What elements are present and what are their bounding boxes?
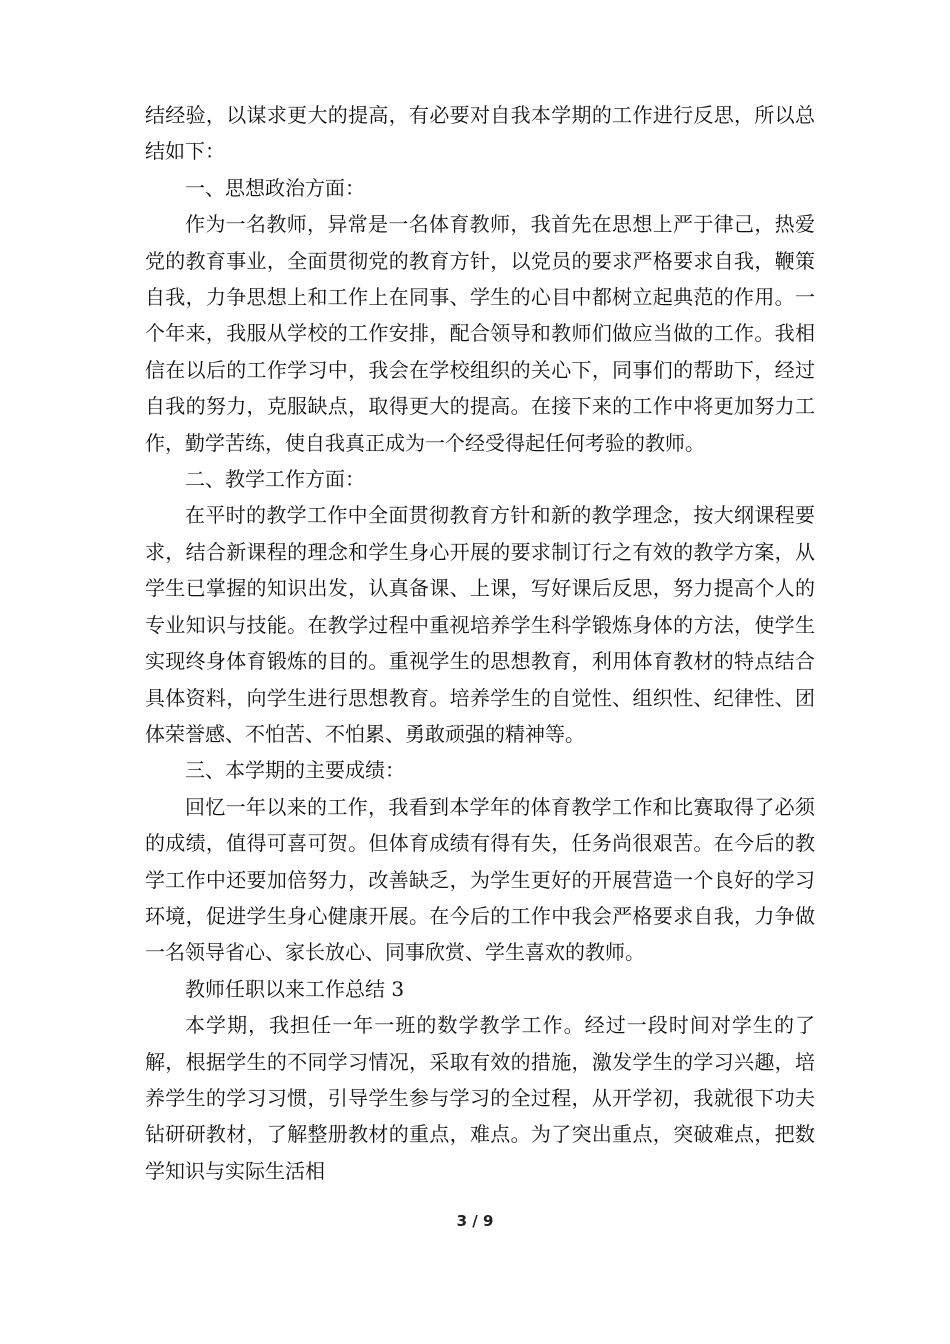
paragraph-teaching: 在平时的教学工作中全面贯彻教育方针和新的教学理念，按大纲课程要求，结合新课程的理念和学生身心开展的要求制订行之有效的教学方案，从学生已掌握的知识出发，认真备课、上课，写好课后反思，努力提高个人的专业知识与技能。在教学过程中重视培养学生科学锻炼身体的方法，使学生实现终身体育锻炼的目的。重视学生的思想教育，利用体育教材的特点结合具体资料，向学生进行思想教育。培养学生的自觉性、组织性、纪律性、团体荣誉感、不怕苦、不怕累、勇敢顽强的精神等。 <box>145 503 815 746</box>
section-heading-politics: 一、思想政治方面： <box>185 175 365 200</box>
paragraph-achievements: 回忆一年以来的工作，我看到本学年的体育教学工作和比赛取得了必须的成绩，值得可喜可贺。但体育成绩有得有失，任务尚很艰苦。在今后的教学工作中还要加倍努力，改善缺乏，为学生更好的开展营造一个良好的学习环境，促进学生身心健康开展。在今后的工作中我会严格要求自我，力争做一名领导省心、家长放心、同事欣赏、学生喜欢的教师。 <box>145 794 815 965</box>
paragraph-semester: 本学期，我担任一年一班的数学教学工作。经过一段时间对学生的了解，根据学生的不同学习情况，采取有效的措施，激发学生的学习兴趣，培养学生的学习习惯，引导学生参与学习的全过程，从开学初，我就很下功夫钻研研教材，了解整册教材的重点，难点。为了突出重点，突破难点，把数学知识与实际生活相 <box>145 1013 815 1183</box>
continuation-paragraph: 结经验，以谋求更大的提高，有必要对自我本学期的工作进行反思，所以总结如下： <box>145 103 815 164</box>
paragraph-politics: 作为一名教师，异常是一名体育教师，我首先在思想上严于律己，热爱党的教育事业，全面贯彻党的教育方针，以党员的要求严格要求自我，鞭策自我，力争思想上和工作上在同事、学生的心目中都树立起典范的作用。一个年来，我服从学校的工作安排，配合领导和教师们做应当做的工作。我相信在以后的工作学习中，我会在学校组织的关心下，同事们的帮助下，经过自我的努力，克服缺点，取得更大的提高。在接下来的工作中将更加努力工作，勤学苦练，使自我真正成为一个经受得起任何考验的教师。 <box>145 212 815 455</box>
page-number: 3 / 9 <box>456 1212 494 1230</box>
section-heading-achievements: 三、本学期的主要成绩： <box>185 758 405 783</box>
section-heading-teaching: 二、教学工作方面： <box>185 467 365 492</box>
article-title: 教师任职以来工作总结 3 <box>185 976 405 1001</box>
document-body <box>145 97 815 1189</box>
